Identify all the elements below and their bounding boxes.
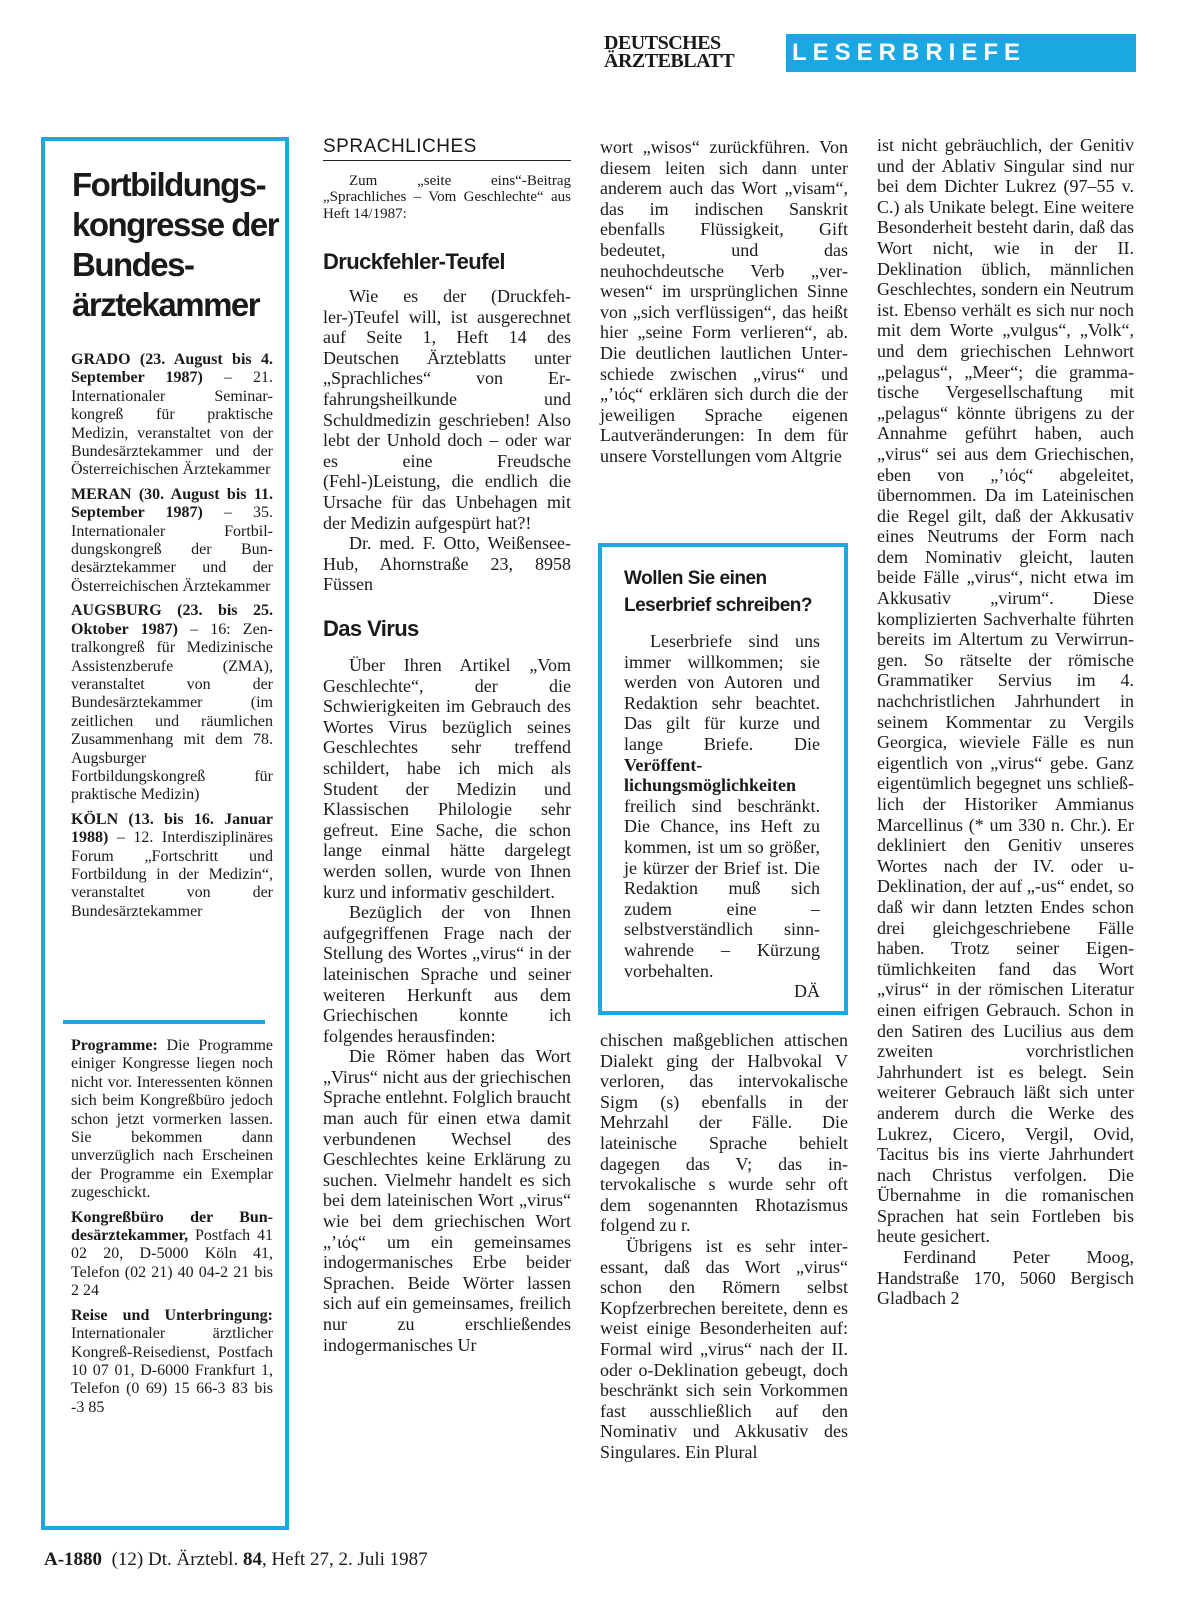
page-number: A-1880 bbox=[44, 1549, 103, 1570]
event-head: GRADO (23. August bis 4. September 1987) bbox=[71, 351, 273, 387]
article-column-1 bbox=[323, 137, 571, 1355]
note-item bbox=[71, 1209, 273, 1301]
note-head: Reise und Unterbringung: bbox=[71, 1306, 273, 1324]
article-column-2-continued bbox=[600, 1030, 848, 1462]
event-head: KÖLN (13. bis 16. Januar 1988) bbox=[71, 810, 273, 847]
event-head: AUGSBURG (23. bis 25. Oktober 1987) bbox=[71, 602, 273, 638]
congress-sidebar bbox=[41, 137, 289, 1530]
footer-volume: 84 bbox=[242, 1549, 262, 1570]
footer-issue: , Heft 27, 2. Juli 1987 bbox=[261, 1549, 428, 1570]
event-text: – 16: Zentralkongreß für Medizinische Assistenzberufe (ZMA), veranstaltet von der Bundesärztekammer (im zeitlichen und räumlichen Zusammenhang mit dem 78. Augsburger Fortbildungskongreß für praktische Medizin) bbox=[71, 620, 273, 804]
event-text: – 35. Internationaler Fortbildungskongreß der Bundesärztekammer und der Österreichischen Ärztekammer bbox=[71, 504, 274, 595]
event-text: – 21. Internationaler Seminarkongreß für praktische Medizin, veranstaltet von der Bundesärztekammer und der Österreichischen Ärztekammer bbox=[71, 369, 274, 479]
sidebar-title: Fortbildungskongresse der Bundesärztekammer bbox=[72, 166, 279, 323]
page-footer bbox=[44, 1548, 644, 1572]
event-item bbox=[71, 351, 273, 480]
letter-heading: Druckfehler-Teufel bbox=[323, 249, 505, 275]
letter-paragraph: Die Römer haben das Wort „Virus“ nicht aus der griechischen Sprache entlehnt. Folglich braucht man auch für einen etwa damit verbundenen Wechsel des Geschlechtes keine Erklärung zu suchen. Vielmehr handelt es sich bei dem lateinischen Wort „virus“ wie bei dem griechischen Wort „’ιός“ um ein gemeinsames indogermanisches Erbe beider Sprachen. Beide Wörter lassen sich auf ein gemeinsames, freilich nur zu erschließendes indogermanisches Ur bbox=[323, 1046, 571, 1355]
event-text: – 12. Interdisziplinäres Forum „Fortschritt und Fortbildung in der Medizin“, veranstaltet von der Bundesärztekammer bbox=[71, 829, 273, 920]
section-kicker: SPRACHLICHES bbox=[323, 137, 571, 161]
infobox-text-bold: Veröffentlichungsmöglichkeiten bbox=[624, 754, 797, 796]
masthead-logo bbox=[604, 34, 775, 70]
note-item bbox=[71, 1037, 273, 1203]
letter-paragraph: Bezüglich der von Ihnen aufgegriffenen Frage nach der Stellung des Wortes „virus“ in der lateinischen Sprache und seiner weiteren Herkunft aus dem Griechischen konnte ich folgendes herausfinden: bbox=[323, 902, 571, 1046]
letter-paragraph: Über Ihren Artikel „Vom Geschlechte“, der die Schwierigkeiten im Gebrauch des Wortes Virus bezüglich seines Geschlechtes sehr treffend schildert, habe ich mich als Student der Medizin und Klassischen Philologie sehr gefreut. Eine Sache, die schon lange einmal hätte dargelegt werden sollen, wurde von Ihnen kurz und informativ geschildert. bbox=[323, 655, 571, 902]
article-column-3 bbox=[877, 135, 1134, 1309]
note-item bbox=[71, 1307, 273, 1417]
event-list bbox=[71, 351, 273, 927]
letter-paragraph: wort „wisos“ zurückführen. Von diesem leiten sich dann unter anderem auch das Wort „visam“, das im indischen Sanskrit ebenfalls Flüssigkeit, Gift bedeutet, und das neuhochdeutsche Verb „verwesen“ im ursprünglichen Sinne von „sich verflüssigen“, das heißt hier „seine Form verlieren“, ab. Die deutlichen lautlichen Unterschiede zwischen „virus“ und „’ιός“ erklären sich durch die der jeweiligen Sprache eigenen Lautveränderungen: In dem für unsere Vorstellungen vom Altgrie bbox=[600, 137, 848, 466]
letter-signature: Dr. med. F. Otto, Weißensee-Hub, Ahornstraße 23, 8958 Füssen bbox=[323, 533, 571, 595]
article-column-2 bbox=[600, 137, 848, 467]
letter-paragraph: chischen maßgeblichen attischen Dialekt ging der Halbvokal V verloren, das intervokalische Sigm (s) ebenfalls in der Mehrzahl der Fälle. Die lateinische Sprache behielt dagegen das V; das intervokalische s wurde sehr oft dem sogenannten Rhotazismus folgend zu r. bbox=[600, 1030, 848, 1236]
article-intro: Zum „seite eins“-Beitrag „Sprachliches – Vom Geschlechte“ aus Heft 14/1987: bbox=[323, 172, 571, 222]
letter-paragraph: Übrigens ist es sehr interessant, daß das Wort „virus“ schon den Römern selbst Kopfzerbrechen bereitete, denn es weist einige Besonderheiten auf: Formal wird „virus“ nach der II. oder o-Deklination gebeugt, doch beschränkt sich sein Vorkommen fast ausschließlich auf den Nominativ und Akkusativ des Singulares. Ein Plural bbox=[600, 1235, 848, 1462]
event-item bbox=[71, 486, 273, 596]
infobox-body bbox=[624, 631, 820, 1002]
note-text: Internationaler ärztlicher Kongreß-Reisedienst, Postfach 10 07 01, D-6000 Frankfurt 1, Telefon (0 69) 15 66-3 83 bis -3 85 bbox=[71, 1325, 273, 1416]
infobox-signature: DÄ bbox=[794, 981, 820, 1002]
note-list bbox=[71, 1037, 273, 1423]
note-head: Programme: bbox=[71, 1037, 158, 1054]
section-banner: LESERBRIEFE bbox=[786, 34, 1136, 72]
note-text: Die Programme einiger Kongresse liegen noch nicht vor. Interessenten können sich beim Kongreßbüro jedoch schon jetzt vormerken lassen. Sie bekommen dann unverzüglich nach Erscheinen der Programme ein Exemplar zugeschickt. bbox=[71, 1037, 273, 1202]
infobox-text-b: freilich sind beschränkt. Die Chance, ins Heft zu kommen, ist um so größer, je kürzer der Brief ist. Die Redaktion muß sich zudem eine – selbstverständlich sinnwahrende – Kürzung vorbehalten. bbox=[624, 795, 820, 981]
event-item bbox=[71, 811, 273, 921]
masthead-line2: ÄRZTEBLATT bbox=[604, 50, 735, 72]
letter-signature: Ferdinand Peter Moog, Handstraße 170, 5060 Bergisch Gladbach 2 bbox=[877, 1247, 1134, 1309]
infobox-title: Wollen Sie einen Leserbrief schreiben? bbox=[624, 568, 813, 616]
sidebar-divider bbox=[63, 1020, 265, 1024]
letter-paragraph: ist nicht gebräuchlich, der Genitiv und der Ablativ Singular sind nur bei dem Dichter Lukrez (97–55 v. C.) als Unikate belegt. Eine weitere Besonderheit besteht darin, daß das Wort nicht, wie in der II. Deklination üblich, männlichen Geschlechtes, sondern ein Neutrum ist. Ebenso verhält es sich nur noch mit dem Worte „vulgus“, „Volk“, und dem griechischen Lehnwort „pelagus“, „Meer“; die grammatische Vergesellschaftung mit „pelagus“ könnte übrigens zu der Annahme geführt haben, auch „virus“ sei aus dem Griechischen, eben von „’ιός“ abgeleitet, übernommen. Da im Lateinischen die Regel gilt, daß der Akkusativ eines Neutrums der Form nach dem Nominativ gleicht, lauten beide Fälle „virus“, nicht etwa im Akkusativ „virum“. Diese komplizierten Sachverhalte führten bereits im Altertum zu Verwirrungen. So rätselte der römische Grammatiker Servius im 4. nachchristlichen Jahrhundert in seinem Kommentar zu Vergils Georgica, wieviele Fälle es nun eigentlich von „virus“ gebe. Ganz eigentümlich begegnet uns schließlich der Historiker Ammianus Marcellinus (* um 330 n. Chr.). Er dekliniert den Genitiv unseres Wortes nach der IV. oder u-Deklination, der auf „-us“ endet, so daß wir dann letzten Endes schon drei gleichgeschriebene Fälle haben. Trotz seiner Eigentümlichkeiten fand das Wort „virus“ in der römischen Literatur einen eifrigen Gebrauch. Schon in den Satiren des Lucilius aus dem zweiten vorchristlichen Jahrhundert ist es belegt. Sein weiterer Gebrauch läßt sich unter anderem durch die Werke des Lukrez, Cicero, Vergil, Ovid, Tacitus bis ins vierte Jahrhundert nach Christus verfolgen. Die Übernahme in die romanischen Sprachen hat sein Fortleben bis heute gesichert. bbox=[877, 135, 1134, 1247]
footer-citation: (12) Dt. Ärztebl. bbox=[111, 1549, 243, 1570]
event-head: MERAN (30. August bis 11. September 1987) bbox=[71, 485, 273, 522]
event-item bbox=[71, 602, 273, 804]
letter-body: Wie es der (Druckfehler-)Teufel will, ist ausgerechnet auf Seite 1, Heft 14 des Deutschen Ärzteblatts unter „Sprachliches“ von Erfahrungsheilkunde und Schuldmedizin geschrieben! Also lebt der Unhold doch – oder war es eine Freudsche (Fehl-)Leistung, die endlich die Ursache für das Unbehagen mit der Medizin aufgespürt hat?! bbox=[323, 286, 571, 533]
note-head: Kongreßbüro der Bundesärztekammer, bbox=[71, 1208, 273, 1245]
letter-invite-box bbox=[598, 543, 848, 1015]
note-text: Postfach 41 02 20, D-5000 Köln 41, Telefon (02 21) 40 04-2 21 bis 2 24 bbox=[71, 1227, 273, 1300]
masthead-line1: DEUTSCHES bbox=[604, 32, 721, 54]
letter-heading: Das Virus bbox=[323, 616, 419, 641]
infobox-text bbox=[624, 631, 820, 981]
infobox-text-a: Leserbriefe sind uns immer willkommen; sie werden von Autoren und Redaktion sehr beachtet. Das gilt für kurze und lange Briefe. Die bbox=[624, 631, 820, 754]
